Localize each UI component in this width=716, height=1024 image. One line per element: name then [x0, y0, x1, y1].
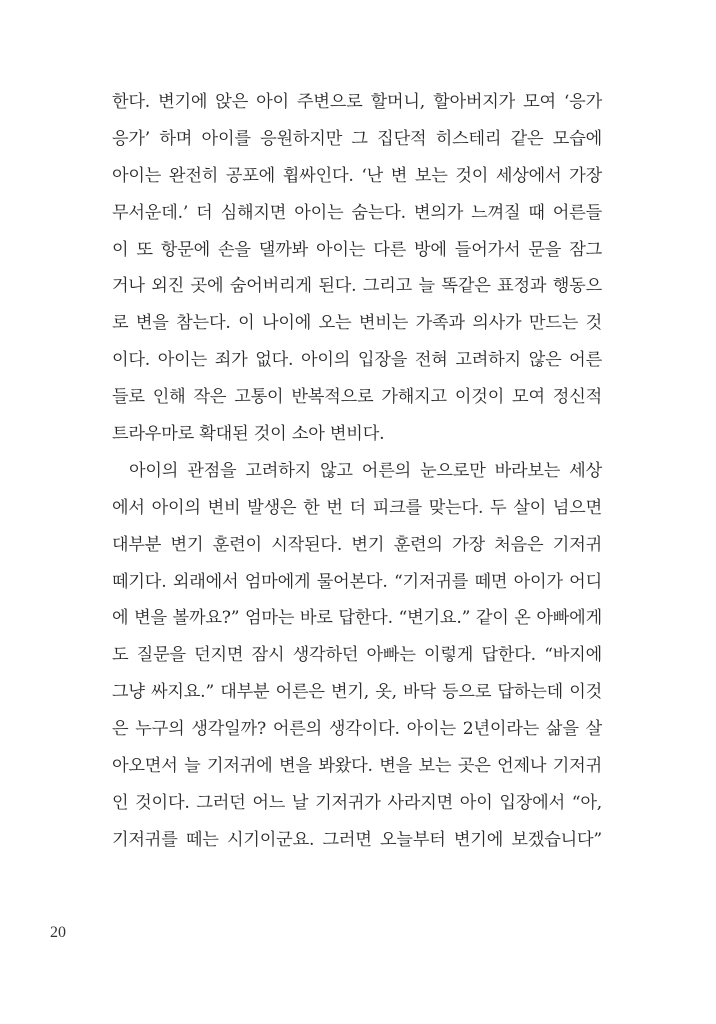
text-line: 무서운데.’ 더 심해지면 아이는 숨는다. 변의가 느껴질 때 어른들: [112, 202, 602, 223]
text-line: 로 변을 참는다. 이 나이에 오는 변비는 가족과 의사가 만드는 것: [112, 313, 602, 334]
text-line-paragraph-start: 아이의 관점을 고려하지 않고 어른의 눈으로만 바라보는 세상: [129, 460, 602, 481]
text-line: 거나 외진 곳에 숨어버리게 된다. 그리고 늘 똑같은 표정과 행동으: [112, 276, 602, 297]
text-line: 대부분 변기 훈련이 시작된다. 변기 훈련의 가장 처음은 기저귀: [112, 534, 602, 555]
page-number: 20: [50, 924, 66, 941]
text-line: 도 질문을 던지면 잠시 생각하던 아빠는 이렇게 답한다. “바지에: [112, 645, 602, 666]
text-line: 들로 인해 작은 고통이 반복적으로 가해지고 이것이 모여 정신적: [112, 387, 602, 408]
text-line: 아이는 완전히 공포에 휩싸인다. ‘난 변 보는 것이 세상에서 가장: [112, 165, 602, 186]
text-line: 떼기다. 외래에서 엄마에게 물어본다. “기저귀를 떼면 아이가 어디: [112, 571, 602, 592]
text-line: 그냥 싸지요.” 대부분 어른은 변기, 옷, 바닥 등으로 답하는데 이것: [112, 682, 602, 703]
text-line: 응가’ 하며 아이를 응원하지만 그 집단적 히스테리 같은 모습에: [112, 128, 602, 149]
text-line: 은 누구의 생각일까? 어른의 생각이다. 아이는 2년이라는 삶을 살: [112, 719, 602, 740]
text-line: 인 것이다. 그러던 어느 날 기저귀가 사라지면 아이 입장에서 “아,: [112, 792, 602, 813]
text-line: 기저귀를 떼는 시기이군요. 그러면 오늘부터 변기에 보겠습니다”: [112, 829, 602, 850]
text-line: 이 또 항문에 손을 댈까봐 아이는 다른 방에 들어가서 문을 잠그: [112, 239, 602, 260]
text-line: 에 변을 볼까요?” 엄마는 바로 답한다. “변기요.” 같이 온 아빠에게: [112, 608, 602, 629]
text-line: 아오면서 늘 기저귀에 변을 봐왔다. 변을 보는 곳은 언제나 기저귀: [112, 756, 602, 777]
text-line: 에서 아이의 변비 발생은 한 번 더 피크를 맞는다. 두 살이 넘으면: [112, 497, 602, 518]
text-line: 이다. 아이는 죄가 없다. 아이의 입장을 전혀 고려하지 않은 어른: [112, 350, 602, 371]
text-line-paragraph-end: 트라우마로 확대된 것이 소아 변비다.: [112, 424, 385, 445]
body-text: [112, 84, 602, 859]
text-line: 한다. 변기에 앉은 아이 주변으로 할머니, 할아버지가 모여 ‘응가: [112, 92, 602, 112]
